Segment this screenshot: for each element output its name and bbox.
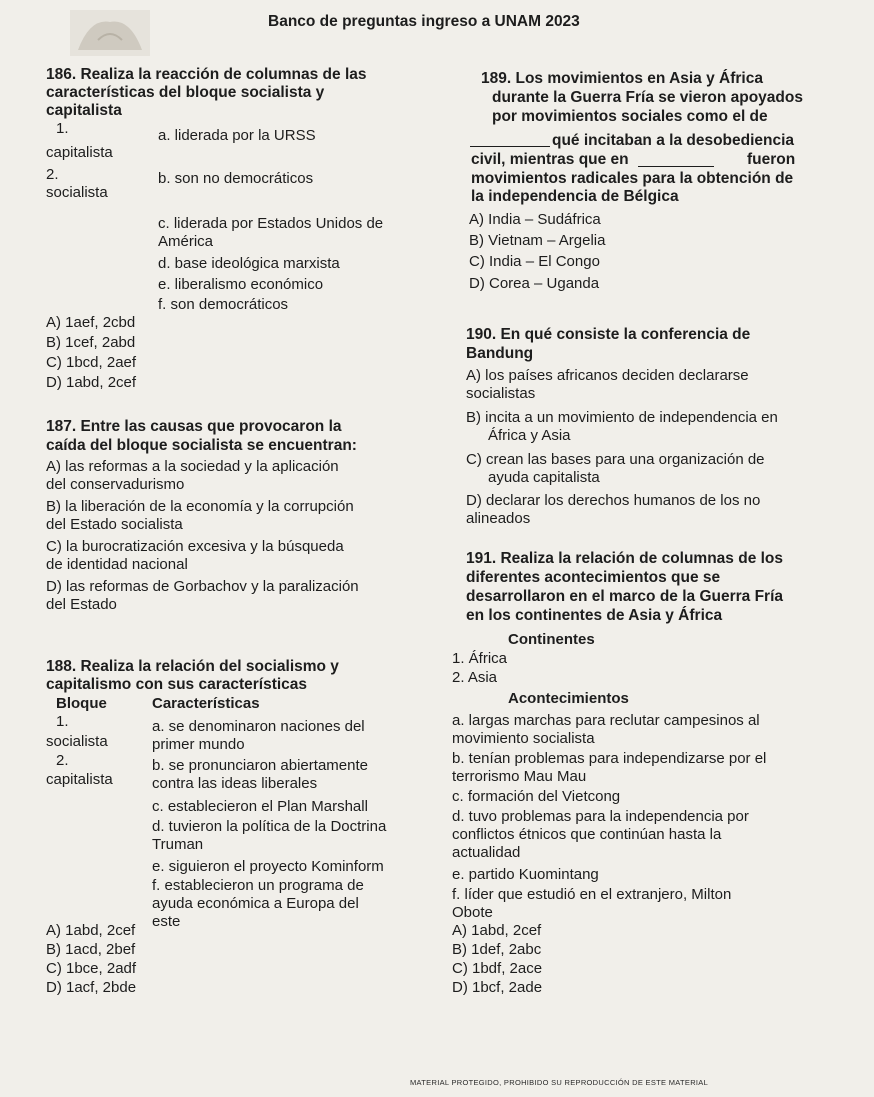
- q186-col1-1: 1.: [56, 120, 69, 137]
- q188-item-e: e. siguieron el proyecto Kominform: [152, 858, 384, 875]
- q189-option-b: B) Vietnam – Argelia: [469, 232, 606, 249]
- q186-item-f: f. son democráticos: [158, 296, 289, 313]
- q189-blank-1: [470, 146, 550, 147]
- q188-left-3: 2.: [56, 752, 69, 769]
- q189-title-line6: movimientos radicales para la obtención de: [471, 170, 794, 187]
- q188-item-d: d. tuvieron la política de la Doctrina: [152, 818, 387, 835]
- q187-title-line1: 187. Entre las causas que provocaron la: [46, 418, 342, 435]
- q188-left-4: capitalista: [46, 771, 113, 788]
- q191-item-b-cont: terrorismo Mau Mau: [452, 768, 587, 785]
- q189-title-line5b: fueron: [747, 151, 796, 168]
- q190-option-a: A) los países africanos deciden declararse: [466, 367, 749, 384]
- q188-option-c: C) 1bce, 2adf: [46, 960, 137, 977]
- q187-option-b: B) la liberación de la economía y la corrupción: [46, 498, 354, 515]
- q190-option-d-cont: alineados: [466, 510, 531, 527]
- q186-title-line1: 186. Realiza la reacción de columnas de las: [46, 66, 367, 83]
- q189-title-line2: durante la Guerra Fría se vieron apoyados: [492, 89, 803, 106]
- q191-item-d-cont: conflictos étnicos que continúan hasta la: [452, 826, 722, 843]
- q191-continent-1: 1. África: [452, 650, 508, 667]
- q186-item-c: c. liderada por Estados Unidos de: [158, 215, 384, 232]
- q188-left-2: socialista: [46, 733, 108, 750]
- q191-item-e: e. partido Kuomintang: [452, 866, 599, 883]
- q186-item-a: a. liderada por la URSS: [158, 127, 316, 144]
- q191-item-a-cont: movimiento socialista: [452, 730, 595, 747]
- q188-item-f: f. establecieron un programa de: [152, 877, 364, 894]
- q187-option-c-cont: de identidad nacional: [46, 556, 188, 573]
- q186-item-e: e. liberalismo económico: [158, 276, 324, 293]
- q187-option-a: A) las reformas a la sociedad y la aplicación: [46, 458, 339, 475]
- q191-option-d: D) 1bcf, 2ade: [452, 979, 543, 996]
- q188-item-f-cont: ayuda económica a Europa del: [152, 895, 359, 912]
- q186-item-b: b. son no democráticos: [158, 170, 314, 187]
- q187-option-a-cont: del conservadurismo: [46, 476, 185, 493]
- unam-logo: [70, 10, 150, 56]
- q191-option-c: C) 1bdf, 2ace: [452, 960, 543, 977]
- page-header-title: Banco de preguntas ingreso a UNAM 2023: [268, 13, 580, 30]
- q191-item-f-cont: Obote: [452, 904, 493, 921]
- q191-title-line4: en los continentes de Asia y África: [466, 607, 723, 624]
- q191-title-line3: desarrollaron en el marco de la Guerra Fría: [466, 588, 784, 605]
- page-footer: MATERIAL PROTEGIDO, PROHIBIDO SU REPRODUCCIÓN DE ESTE MATERIAL: [410, 1078, 709, 1087]
- q188-option-d: D) 1acf, 2bde: [46, 979, 137, 996]
- q189-blank-2: [638, 166, 714, 167]
- q190-option-a-cont: socialistas: [466, 385, 536, 402]
- q188-head-caracteristicas: Características: [152, 695, 260, 712]
- q186-option-d: D) 1abd, 2cef: [46, 374, 137, 391]
- q189-title-line3: por movimientos sociales como el de: [492, 108, 768, 125]
- q191-title-line1: 191. Realiza la relación de columnas de los: [466, 550, 784, 567]
- q191-item-d-cont2: actualidad: [452, 844, 521, 861]
- q189-title-line4: qué incitaban a la desobediencia: [552, 132, 795, 149]
- q186-option-a: A) 1aef, 2cbd: [46, 314, 136, 331]
- q189-option-d: D) Corea – Uganda: [469, 275, 600, 292]
- q186-title-line3: capitalista: [46, 102, 122, 119]
- q191-continent-2: 2. Asia: [452, 669, 498, 686]
- q188-title-line2: capitalismo con sus características: [46, 676, 308, 693]
- q191-head-continentes: Continentes: [508, 631, 595, 648]
- q187-option-d: D) las reformas de Gorbachov y la paralización: [46, 578, 359, 595]
- q188-item-a-cont: primer mundo: [152, 736, 245, 753]
- q186-col1-3: 2.: [46, 166, 59, 183]
- q189-title-line1: 189. Los movimientos en Asia y África: [481, 70, 763, 87]
- q189-option-a: A) India – Sudáfrica: [469, 211, 601, 228]
- q191-title-line2: diferentes acontecimientos que se: [466, 569, 721, 586]
- q186-item-d: d. base ideológica marxista: [158, 255, 340, 272]
- q191-item-f: f. líder que estudió en el extranjero, Milton: [452, 886, 732, 903]
- q186-option-b: B) 1cef, 2abd: [46, 334, 136, 351]
- q189-title-line7: la independencia de Bélgica: [471, 188, 679, 205]
- q191-item-a: a. largas marchas para reclutar campesinos al: [452, 712, 760, 729]
- q189-option-c: C) India – El Congo: [469, 253, 600, 270]
- q188-item-f-cont2: este: [152, 913, 181, 930]
- q189-title-line5a: civil, mientras que en: [471, 151, 629, 168]
- q190-option-c-cont: ayuda capitalista: [488, 469, 600, 486]
- q190-title-line2: Bandung: [466, 345, 534, 362]
- q188-item-b-cont: contra las ideas liberales: [152, 775, 318, 792]
- q190-title-line1: 190. En qué consiste la conferencia de: [466, 326, 751, 343]
- q186-col1-4: socialista: [46, 184, 108, 201]
- q191-head-acontecimientos: Acontecimientos: [508, 690, 629, 707]
- q190-option-b: B) incita a un movimiento de independencia en: [466, 409, 778, 426]
- q187-option-d-cont: del Estado: [46, 596, 117, 613]
- q191-item-d: d. tuvo problemas para la independencia por: [452, 808, 749, 825]
- q191-option-a: A) 1abd, 2cef: [452, 922, 542, 939]
- q191-option-b: B) 1def, 2abc: [452, 941, 542, 958]
- q188-item-d-cont: Truman: [152, 836, 204, 853]
- q191-item-b: b. tenían problemas para independizarse por el: [452, 750, 767, 767]
- q188-item-c: c. establecieron el Plan Marshall: [152, 798, 368, 815]
- q188-option-b: B) 1acd, 2bef: [46, 941, 136, 958]
- q188-item-a: a. se denominaron naciones del: [152, 718, 365, 735]
- q190-option-c: C) crean las bases para una organización de: [466, 451, 765, 468]
- q186-title-line2: características del bloque socialista y: [46, 84, 325, 101]
- q187-title-line2: caída del bloque socialista se encuentran:: [46, 437, 357, 454]
- q187-option-b-cont: del Estado socialista: [46, 516, 183, 533]
- q190-option-d: D) declarar los derechos humanos de los no: [466, 492, 761, 509]
- q188-head-bloque: Bloque: [56, 695, 107, 712]
- q190-option-b-cont: África y Asia: [488, 427, 571, 444]
- q188-title-line1: 188. Realiza la relación del socialismo y: [46, 658, 339, 675]
- q188-left-1: 1.: [56, 713, 69, 730]
- q186-item-c-cont: América: [158, 233, 214, 250]
- q191-item-c: c. formación del Vietcong: [452, 788, 621, 805]
- q188-item-b: b. se pronunciaron abiertamente: [152, 757, 368, 774]
- q187-option-c: C) la burocratización excesiva y la búsqueda: [46, 538, 344, 555]
- q188-option-a: A) 1abd, 2cef: [46, 922, 136, 939]
- q186-col1-2: capitalista: [46, 144, 113, 161]
- q186-option-c: C) 1bcd, 2aef: [46, 354, 137, 371]
